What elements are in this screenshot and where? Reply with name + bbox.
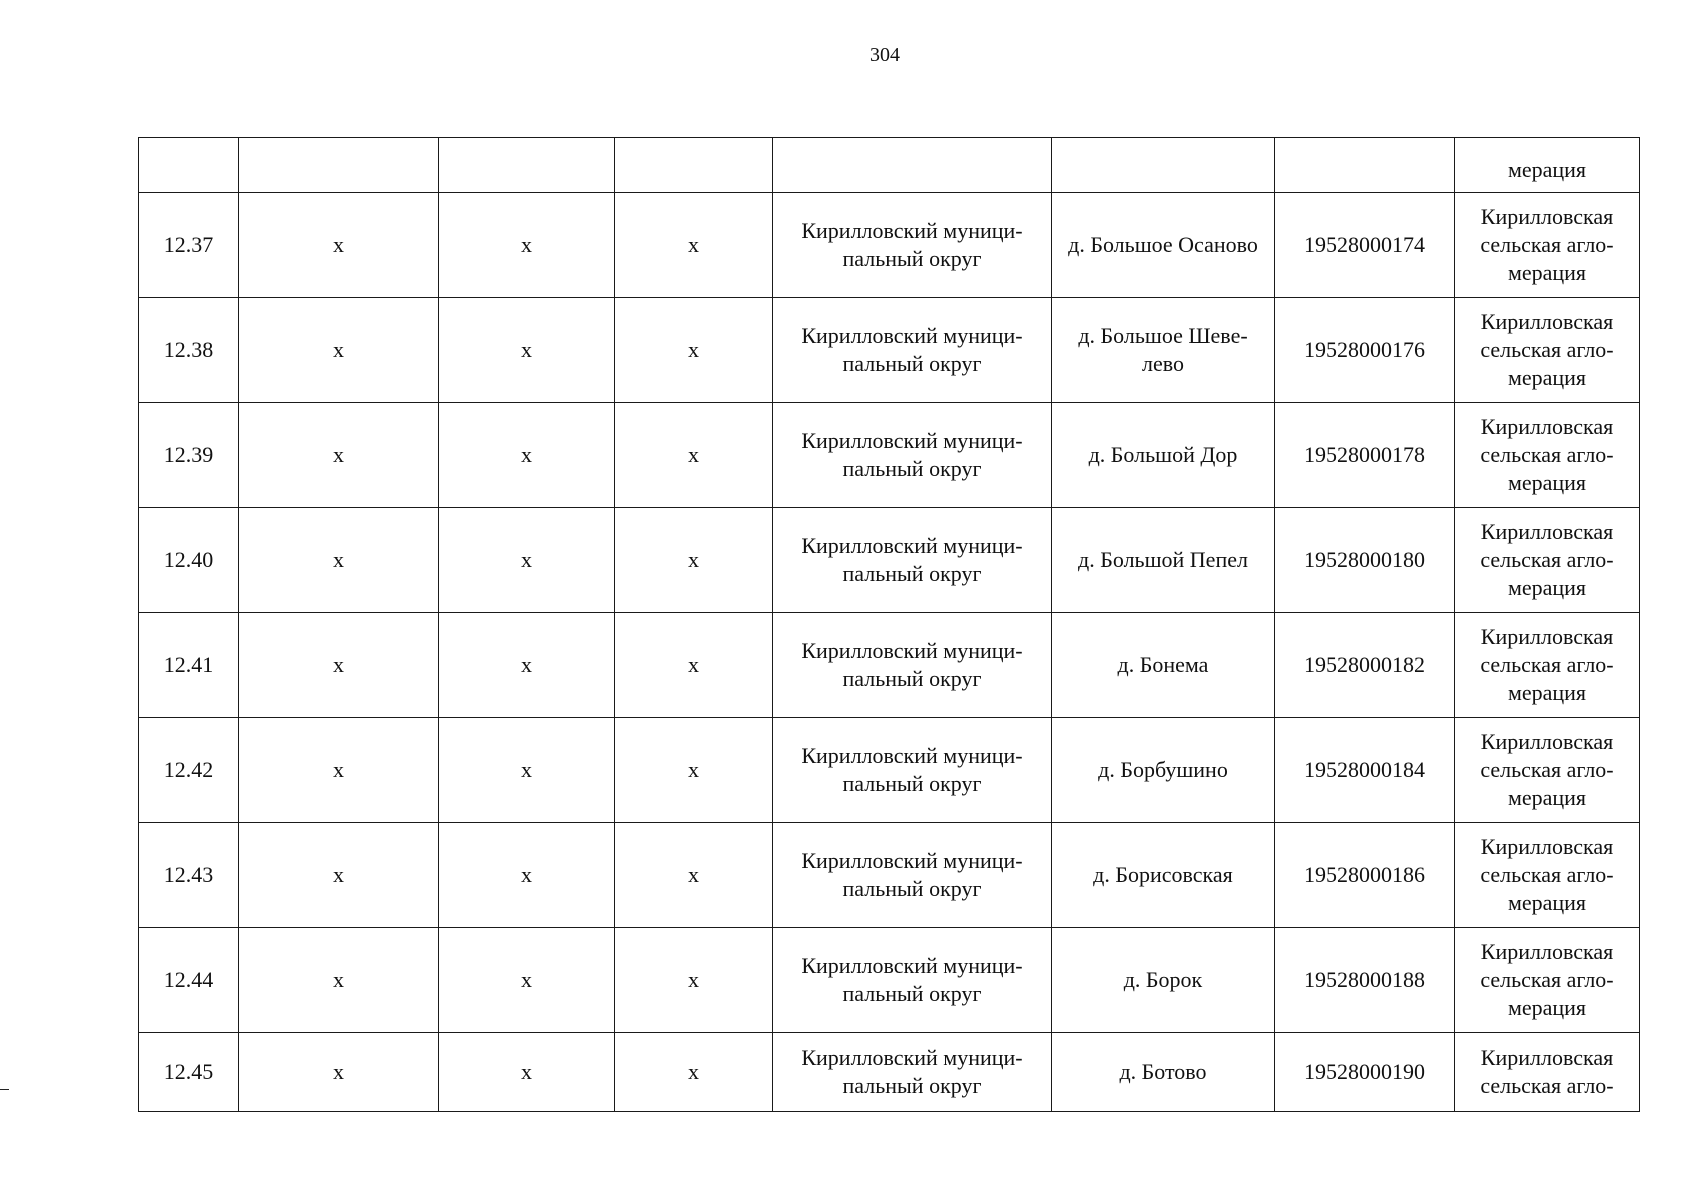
row-number-cell: 12.39 [139,403,239,508]
agglomeration-cell: Кирилловская сельская агло- мерация [1455,193,1640,298]
code-cell: 19528000184 [1275,718,1455,823]
table-row [139,298,1640,403]
empty-cell [139,138,239,193]
code-cell: 19528000182 [1275,613,1455,718]
mark-cell: х [239,613,439,718]
mark-cell: х [239,403,439,508]
empty-cell [239,138,439,193]
table-row [139,613,1640,718]
agglomeration-cell: Кирилловская сельская агло- мерация [1455,928,1640,1033]
district-cell: Кирилловский муници- пальный округ [773,403,1052,508]
agglomeration-cell: Кирилловская сельская агло- мерация [1455,403,1640,508]
mark-cell: х [439,823,615,928]
mark-cell: х [615,1033,773,1112]
locality-cell: д. Борисовская [1052,823,1275,928]
mark-cell: х [439,613,615,718]
row-number-cell: 12.40 [139,508,239,613]
code-cell: 19528000188 [1275,928,1455,1033]
empty-cell [615,138,773,193]
district-cell: Кирилловский муници- пальный округ [773,1033,1052,1112]
table-row [139,823,1640,928]
mark-cell: х [439,403,615,508]
code-cell: 19528000186 [1275,823,1455,928]
mark-cell: х [439,718,615,823]
mark-cell: х [439,928,615,1033]
agglomeration-cell: Кирилловская сельская агло- [1455,1033,1640,1112]
mark-cell: х [615,193,773,298]
locality-cell: д. Большое Шеве- лево [1052,298,1275,403]
mark-cell: х [239,823,439,928]
empty-cell [439,138,615,193]
continuation-row [139,138,1640,193]
locality-cell: д. Борбушино [1052,718,1275,823]
mark-cell: х [615,298,773,403]
locality-cell: д. Большой Дор [1052,403,1275,508]
table-row [139,718,1640,823]
locality-cell: д. Бонема [1052,613,1275,718]
code-cell: 19528000176 [1275,298,1455,403]
row-number-cell: 12.44 [139,928,239,1033]
mark-cell: х [239,298,439,403]
agglomeration-cell: Кирилловская сельская агло- мерация [1455,718,1640,823]
mark-cell: х [239,193,439,298]
table-row [139,928,1640,1033]
table-row [139,193,1640,298]
row-number-cell: 12.45 [139,1033,239,1112]
mark-cell: х [439,193,615,298]
code-cell: 19528000178 [1275,403,1455,508]
agglomeration-cell: Кирилловская сельская агло- мерация [1455,508,1640,613]
table-body [139,138,1640,1112]
mark-cell: х [615,928,773,1033]
row-number-cell: 12.43 [139,823,239,928]
margin-mark [0,1089,9,1090]
mark-cell: х [615,718,773,823]
mark-cell: х [439,1033,615,1112]
mark-cell: х [439,298,615,403]
code-cell: 19528000180 [1275,508,1455,613]
table-row [139,403,1640,508]
code-cell: 19528000174 [1275,193,1455,298]
locality-cell: д. Большое Осаново [1052,193,1275,298]
mark-cell: х [615,508,773,613]
code-cell: 19528000190 [1275,1033,1455,1112]
agglomeration-cell: Кирилловская сельская агло- мерация [1455,613,1640,718]
row-number-cell: 12.42 [139,718,239,823]
table-row [139,508,1640,613]
district-cell: Кирилловский муници- пальный округ [773,508,1052,613]
table-row [139,1033,1640,1112]
empty-cell [1052,138,1275,193]
mark-cell: х [239,928,439,1033]
district-cell: Кирилловский муници- пальный округ [773,193,1052,298]
district-cell: Кирилловский муници- пальный округ [773,823,1052,928]
empty-cell [1275,138,1455,193]
page-number: 304 [870,44,900,66]
district-cell: Кирилловский муници- пальный округ [773,718,1052,823]
mark-cell: х [239,1033,439,1112]
locality-cell: д. Большой Пепел [1052,508,1275,613]
agglomeration-cell: Кирилловская сельская агло- мерация [1455,298,1640,403]
row-number-cell: 12.41 [139,613,239,718]
district-cell: Кирилловский муници- пальный округ [773,298,1052,403]
locality-cell: д. Борок [1052,928,1275,1033]
row-number-cell: 12.38 [139,298,239,403]
district-cell: Кирилловский муници- пальный округ [773,928,1052,1033]
agglomeration-cell: Кирилловская сельская агло- мерация [1455,823,1640,928]
district-cell: Кирилловский муници- пальный округ [773,613,1052,718]
registry-table [138,137,1640,1112]
mark-cell: х [615,823,773,928]
mark-cell: х [615,403,773,508]
empty-cell [773,138,1052,193]
mark-cell: х [439,508,615,613]
locality-cell: д. Ботово [1052,1033,1275,1112]
continuation-cell: мерация [1455,138,1640,193]
row-number-cell: 12.37 [139,193,239,298]
mark-cell: х [615,613,773,718]
mark-cell: х [239,718,439,823]
mark-cell: х [239,508,439,613]
